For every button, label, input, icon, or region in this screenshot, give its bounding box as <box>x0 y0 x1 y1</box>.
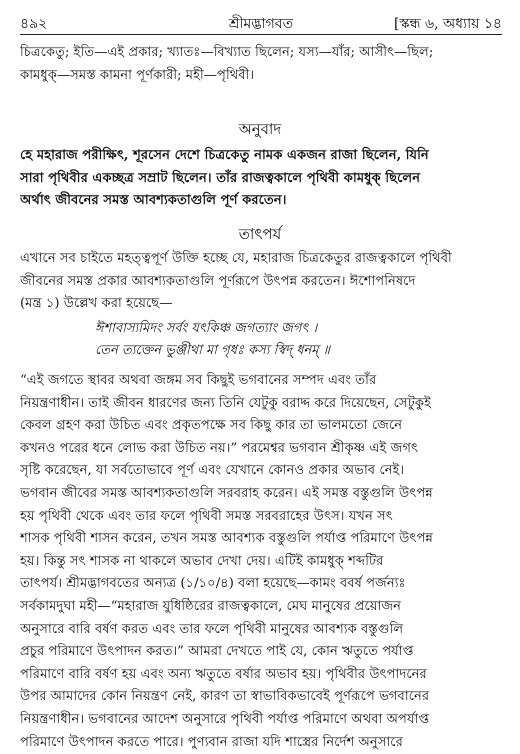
translation-heading: অনুবাদ <box>0 118 520 143</box>
purport-line: পরিমাণে বারি বর্ষণ হয় এবং অন্য ঋতুতে বর্ষার অভাব হয়। পৃথিবীর উৎপাদনের <box>20 664 502 687</box>
purport-line: হয়। কিন্তু সৎ শাসক না থাকলে অভাব দেখা দেয়। এটিই কামধুক্ শব্দটির <box>20 551 502 574</box>
purport-line: জীবনের সমস্ত প্রকার আবশ্যকতাগুলি পূর্ণরূপে উৎপন্ন করতেন। ঈশোপনিষদে <box>20 271 502 294</box>
purport-line: ভগবান জীবের সমস্ত আবশ্যকতাগুলি সরবরাহ করেন। এই সমস্ত বস্তুগুলি উৎপন্ন <box>20 483 502 506</box>
purport-heading: তাৎপর্য <box>0 223 520 248</box>
purport-line: সর্বকামদুঘা মহী—“মহারাজ যুধিষ্ঠিরের রাজত্বকালে, মেঘ মানুষের প্রয়োজন <box>20 596 502 619</box>
purport-line: কখনও পরের ধনে লোভ করা উচিত নয়।” পরমেশ্বর ভগবান শ্রীকৃষ্ণ এই জগৎ <box>20 438 502 461</box>
purport-body <box>20 370 502 754</box>
page-header <box>20 8 502 34</box>
verse-line: তেন ত্যক্তেন ভুঞ্জীথা মা গৃধঃ কস্য স্বিদ্ ধনম্ ॥ <box>95 340 500 362</box>
translation-line: সারা পৃথিবীর একচ্ছত্র সম্রাট ছিলেন। তাঁর রাজত্বকালে পৃথিবী কামধুক্ ছিলেন <box>20 168 502 191</box>
section-reference: [স্কন্ধ ৬, অধ্যায় ১৪ <box>394 12 502 36</box>
purport-line: সৃষ্টি করেছেন, যা সর্বতোভাবে পূর্ণ এবং যেখানে কোনও প্রকার অভাব নেই। <box>20 460 502 483</box>
translation-line: অর্থাৎ জীবনের সমস্ত আবশ্যকতাগুলি পূর্ণ করতেন। <box>20 190 502 213</box>
purport-intro <box>20 248 502 316</box>
purport-line: উপর আমাদের কোন নিয়ন্ত্রণ নেই, কারণ তা স্বাভাবিকভাবেই পূর্ণরূপে ভগবানের <box>20 686 502 709</box>
translation-block <box>20 145 502 213</box>
book-title: শ্রীমদ্ভাগবত <box>20 12 502 36</box>
purport-line: শাসক পৃথিবী শাসন করেন, তখন সমস্ত আবশ্যক বস্তুগুলি পর্যাপ্ত পরিমাণে উৎপন্ন <box>20 528 502 551</box>
purport-line: (মন্ত্র ১) উল্লেখ করা হয়েছে— <box>20 293 502 316</box>
header-divider <box>20 34 502 35</box>
translation-line: হে মহারাজ পরীক্ষিৎ, শূরসেন দেশে চিত্রকেতু নামক একজন রাজা ছিলেন, যিনি <box>20 145 502 168</box>
sanskrit-verse <box>95 318 500 362</box>
purport-line: প্রচুর পরিমাণে উৎপাদন করত।” আমরা দেখতে পাই যে, কোন ঋতুতে পর্যাপ্ত <box>20 641 502 664</box>
purport-line: “এই জগতে স্থাবর অথবা জঙ্গম সব কিছুই ভগবানের সম্পদ এবং তাঁর <box>20 370 502 393</box>
purport-line: নিয়ন্ত্রণাধীন। ভগবানের আদেশ অনুসারে পৃথিবী পর্যাপ্ত পরিমাণে অথবা অপর্যাপ্ত <box>20 709 502 732</box>
purport-line: পরিমাণে উৎপাদন করতে পারে। পুণ্যবান রাজা যদি শাস্ত্রের নির্দেশ অনুসারে <box>20 732 502 754</box>
purport-line: তাৎপর্য। শ্রীমদ্ভাগবতের অন্যত্র (১/১০/৪) বলা হয়েছে—কামং ববর্ষ পর্জন্যঃ <box>20 573 502 596</box>
purport-line: নিয়ন্ত্রণাধীন। তাই জীবন ধারণের জন্য তিনি যেটুকু বরাদ্দ করে দিয়েছেন, সেটুকুই <box>20 393 502 416</box>
synonyms-line: চিত্রকেতু; ইতি—এই প্রকার; খ্যাতঃ—বিখ্যাত ছিলেন; যস্য—যাঁর; আসীৎ—ছিল; <box>20 42 502 65</box>
page-number: ৪৯২ <box>20 12 47 36</box>
purport-line: হয় পৃথিবী থেকে এবং তার ফলে পৃথিবী সমস্ত সরবরাহের উৎস। যখন সৎ <box>20 506 502 529</box>
purport-line: কেবল গ্রহণ করা উচিত এবং প্রকৃতপক্ষে সব কিছু কার তা ভালমতো জেনে <box>20 415 502 438</box>
synonyms-block <box>20 42 502 87</box>
synonyms-line: কামধুক্—সমস্ত কামনা পূর্ণকারী; মহী—পৃথিবী। <box>20 65 502 88</box>
verse-line: ঈশাবাস্যমিদং সর্বং যৎকিঞ্চ জগত্যাং জগৎ । <box>95 318 500 340</box>
purport-line: এখানে সব চাইতে মহত্ত্বপূর্ণ উক্তি হচ্ছে যে, মহারাজ চিত্রকেতুর রাজত্বকালে পৃথিবী <box>20 248 502 271</box>
purport-line: অনুসারে বারি বর্ষণ করত এবং তার ফলে পৃথিবী মানুষের আবশ্যক বস্তুগুলি <box>20 619 502 642</box>
